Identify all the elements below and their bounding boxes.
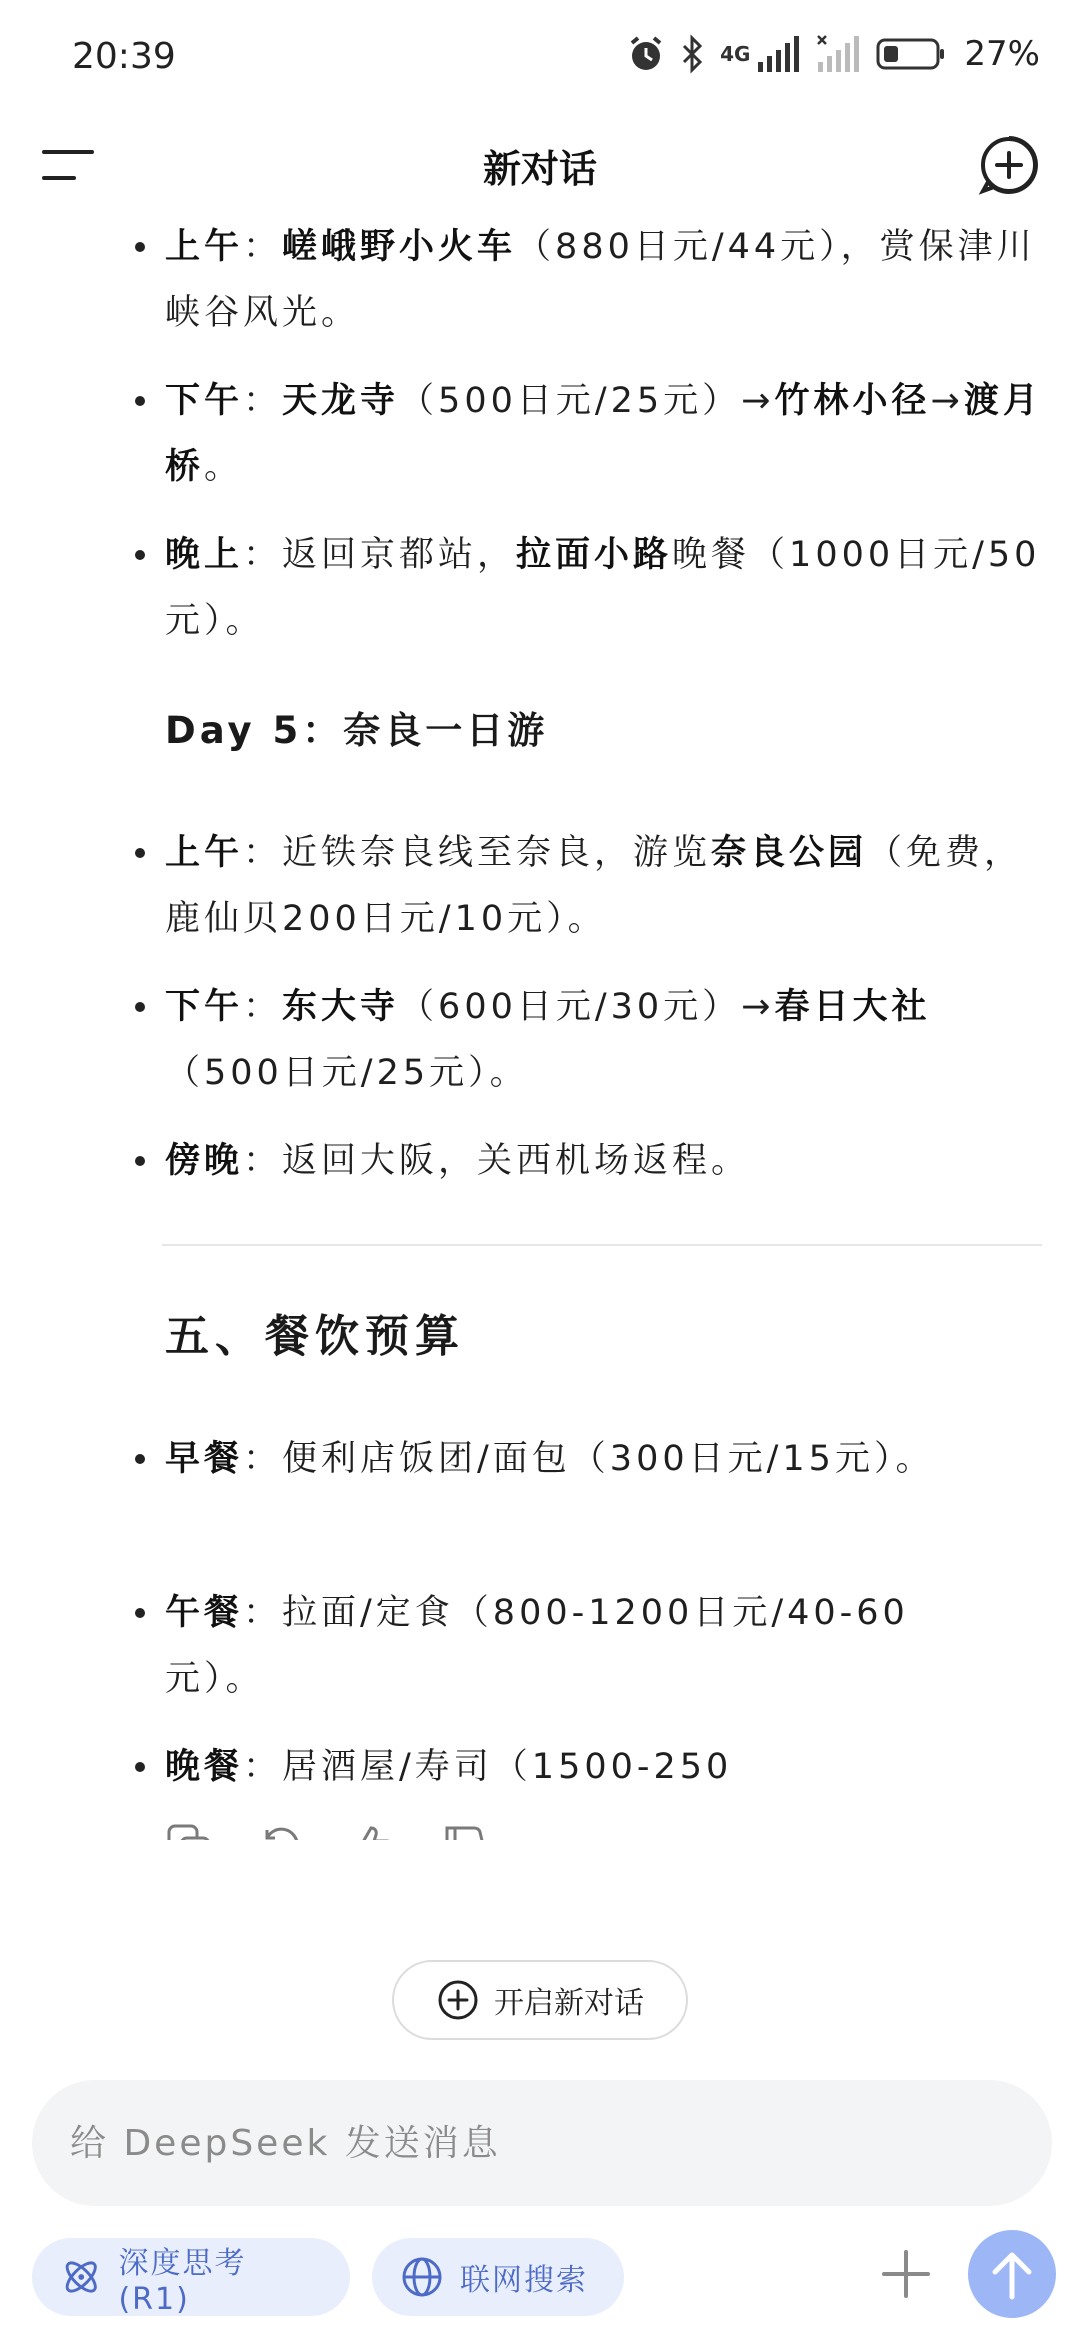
bluetooth-icon (680, 34, 706, 74)
status-bar (0, 0, 1080, 120)
message-input[interactable] (68, 2122, 1052, 2165)
list-item: 下午：天龙寺（500日元/25元）→竹林小径→渡月桥。 (165, 368, 1045, 500)
thumbs-down-icon[interactable] (441, 1822, 489, 1840)
signal-no-service-icon (816, 34, 862, 74)
day5-heading: Day 5：奈良一日游 (165, 709, 549, 752)
new-chat-icon (436, 1978, 480, 2022)
list-item: 午餐：拉面/定食（800-1200日元/40-60元）。 (165, 1580, 945, 1712)
thumbs-up-icon[interactable] (349, 1822, 397, 1840)
battery-icon (876, 34, 946, 74)
alarm-icon (626, 34, 666, 74)
start-new-chat-button[interactable] (392, 1960, 688, 2040)
message-input-container (32, 2080, 1052, 2206)
list-item: 上午：嵯峨野小火车（880日元/44元），赏保津川峡谷风光。 (165, 214, 1045, 346)
list-item: 晚上：返回京都站，拉面小路晚餐（1000日元/50元）。 (165, 522, 1045, 654)
food-budget-list (165, 1426, 945, 1800)
new-chat-plus-icon[interactable] (978, 134, 1040, 196)
web-search-label: 联网搜索 (460, 2263, 588, 2298)
list-item: 下午：东大寺（600日元/30元）→春日大社（500日元/25元）。 (165, 974, 1045, 1106)
day5-list (165, 820, 1045, 1194)
web-search-toggle[interactable] (372, 2238, 624, 2316)
list-item: 上午：近铁奈良线至奈良，游览奈良公园（免费，鹿仙贝200日元/10元）。 (165, 820, 1045, 952)
status-icons (626, 34, 1040, 74)
day4-list (165, 214, 1045, 654)
send-button[interactable] (968, 2230, 1056, 2318)
deep-think-label: 深度思考 (R1) (118, 2245, 247, 2317)
start-new-chat-label: 开启新对话 (494, 1986, 644, 2021)
copy-icon[interactable] (165, 1822, 213, 1840)
network-type: 4G (720, 42, 751, 66)
list-item: 晚餐：居酒屋/寿司（1500-250 (165, 1734, 945, 1800)
deep-think-toggle[interactable] (32, 2238, 350, 2316)
app-header (0, 120, 1080, 210)
atom-icon (60, 2255, 102, 2299)
status-time: 20:39 (72, 36, 176, 77)
signal-icon (756, 34, 802, 74)
arrow-up-icon (987, 2247, 1037, 2301)
list-item: 傍晚：返回大阪，关西机场返程。 (165, 1128, 1045, 1194)
section-title: 五、餐饮预算 (165, 1311, 465, 1362)
message-actions (165, 1822, 489, 1840)
message-content (0, 210, 1080, 1840)
attach-plus-icon[interactable] (878, 2246, 934, 2302)
section-divider (162, 1244, 1042, 1246)
list-item: 早餐：便利店饭团/面包（300日元/15元）。 (165, 1426, 945, 1558)
battery-level: 27% (964, 34, 1040, 74)
page-title: 新对话 (482, 147, 597, 191)
globe-icon (400, 2255, 444, 2299)
regenerate-icon[interactable] (257, 1822, 305, 1840)
